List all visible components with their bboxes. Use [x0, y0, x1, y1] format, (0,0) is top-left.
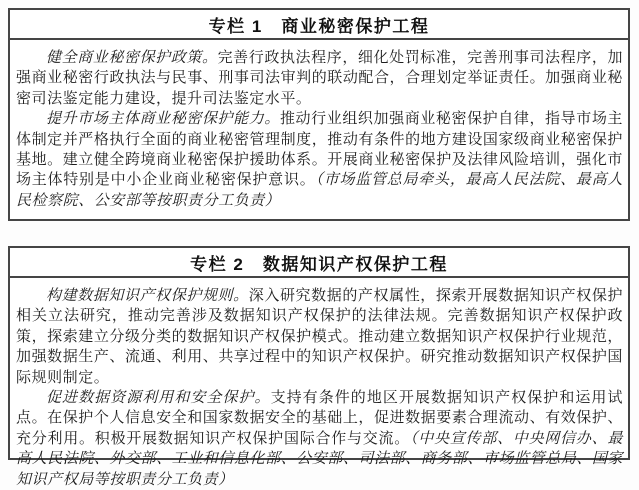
paragraph	[16, 109, 623, 211]
paragraph-text: 深入研究数据的产权属性，探索开展数据知识产权保护相关立法研究，推动完善涉及数据知识产权保护的法律法规。完善数据知识产权保护政策，探索建立分级分类的数据知识产权保护模式。推动建立数据知识产权保护行业规范，加强数据生产、流通、利用、共享过程中的知识产权保护。研究推动数据知识产权保护国际规则制定。	[16, 288, 624, 386]
panel-2-title: 专栏 2 数据知识产权保护工程	[10, 248, 628, 278]
panel-2-body	[10, 278, 628, 490]
paragraph	[16, 286, 623, 388]
lead-sentence: 健全商业秘密保护政策。	[46, 50, 218, 66]
panel-data-ip-project	[8, 246, 630, 488]
panel-1-title: 专栏 1 商业秘密保护工程	[10, 10, 628, 40]
paragraph-text: 完善行政执法程序，细化处罚标准，完善刑事司法程序，加强商业秘密行政执法与民事、刑事司法审判的联动配合，合理划定举证责任。加强商业秘密司法鉴定能力建设，提升司法鉴定水平。	[16, 50, 623, 107]
attribution-text: （市场监管总局牵头，最高人民法院、最高人民检察院、公安部等按职责分工负责）	[16, 172, 623, 209]
paragraph-text: 支持有条件的地区开展数据知识产权保护和运用试点。在保护个人信息安全和国家数据安全的基础上，促进数据要素合理流动、有效保护、充分利用。积极开展数据知识产权保护国际合作与交流。	[16, 390, 623, 447]
panel-business-secret-project	[8, 8, 630, 221]
lead-sentence: 构建数据知识产权保护规则。	[46, 288, 249, 304]
attribution-text: （中央宣传部、中央网信办、最高人民法院、外交部、工业和信息化部、公安部、司法部、商务部、市场监管总局、国家知识产权局等按职责分工负责）	[16, 430, 623, 488]
paragraph-text: 推动行业组织加强商业秘密保护自律，指导市场主体制定并严格执行全面的商业秘密管理制度，推动有条件的地方建设国家级商业秘密保护基地。建立健全跨境商业秘密保护援助体系。开展商业秘密保护及法律风险培训，强化市场主体特别是中小企业商业秘密保护意识。	[16, 111, 623, 189]
paragraph	[16, 48, 623, 109]
lead-sentence: 提升市场主体商业秘密保护能力。	[46, 111, 280, 128]
paragraph	[16, 388, 623, 490]
panel-1-body	[10, 40, 628, 211]
lead-sentence: 促进数据资源利用和安全保护。	[46, 390, 271, 407]
